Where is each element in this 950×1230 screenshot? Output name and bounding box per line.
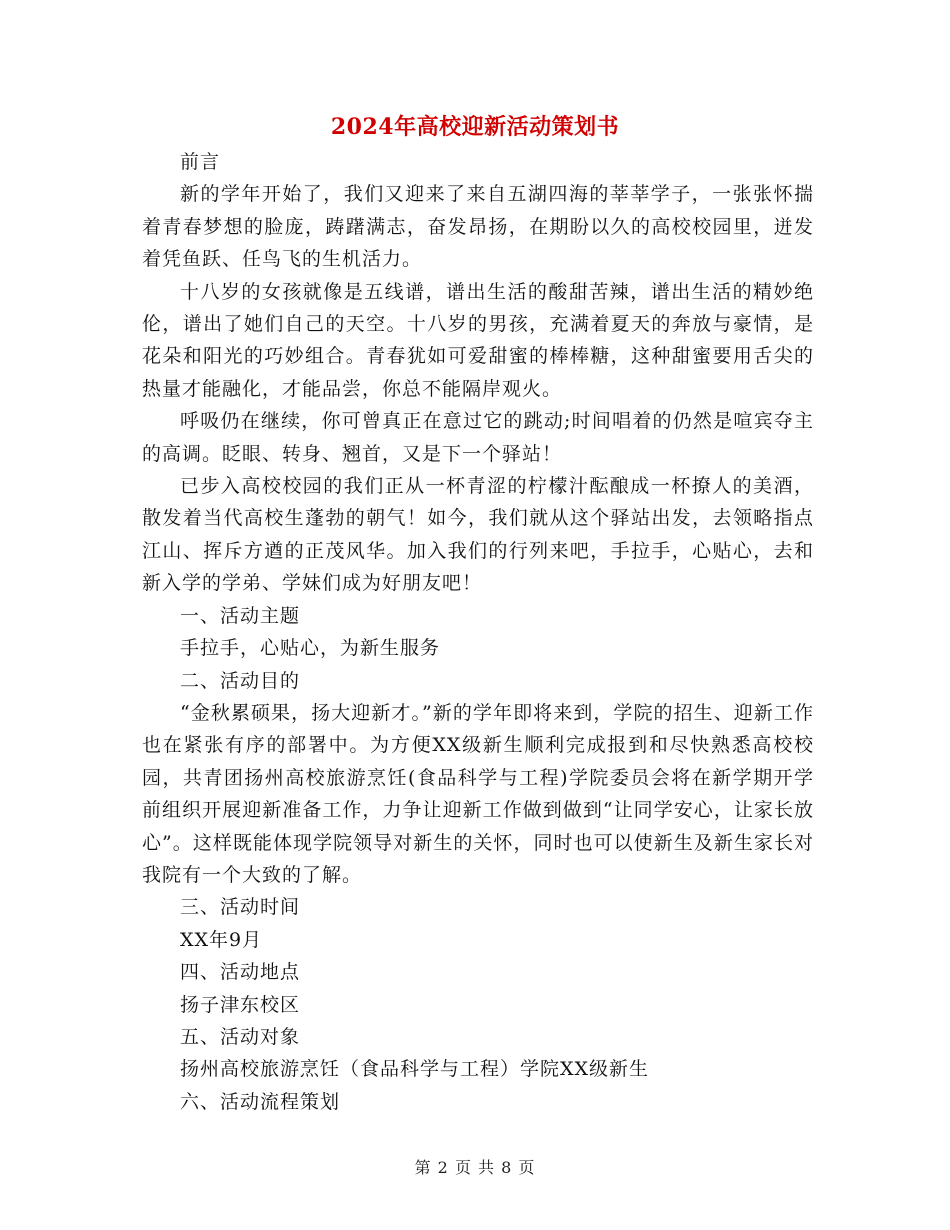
- section-heading-process: 六、活动流程策划: [180, 1090, 341, 1113]
- paragraph-campus: 已步入高校校园的我们正从一杯青涩的柠檬汁酝酿成一杯撩人的美酒，散发着当代高校生蓬勃的朝气！如今，我们就从这个驿站出发，去领略指点江山、挥斥方遒的正茂风华。加入我们的行列来吧，手拉手，心贴心，去和新入学的学弟、学妹们成为好朋友吧！: [142, 475, 814, 595]
- section-heading-location: 四、活动地点: [180, 961, 301, 984]
- section-content-time: XX年9月: [180, 928, 263, 951]
- section-content-purpose: “金秋累硕果，扬大迎新才。”新的学年即将来到，学院的招生、迎新工作也在紧张有序的部署中。为方便XX级新生顺利完成报到和尽快熟悉高校校园，共青团扬州高校旅游烹饪(食品科学与工程)学院委员会将在新学期开学前组织开展迎新准备工作，力争让迎新工作做到做到“让同学安心，让家长放心”。这样既能体现学院领导对新生的关怀，同时也可以使新生及新生家长对我院有一个大致的了解。: [142, 701, 814, 886]
- paragraph-breathing: 呼吸仍在继续，你可曾真正在意过它的跳动;时间唱着的仍然是喧宾夺主的高调。眨眼、转身、翘首，又是下一个驿站！: [142, 410, 814, 465]
- document-body: [142, 146, 814, 1118]
- section-content-location: 扬子津东校区: [180, 993, 301, 1016]
- section-heading-purpose: 二、活动目的: [180, 669, 301, 692]
- section-heading-time: 三、活动时间: [180, 896, 301, 919]
- section-content-theme: 手拉手，心贴心，为新生服务: [180, 637, 441, 660]
- page-number-footer: 第 2 页 共 8 页: [414, 1158, 536, 1177]
- heading-preface: 前言: [180, 151, 221, 173]
- paragraph-intro: 新的学年开始了，我们又迎来了来自五湖四海的莘莘学子，一张张怀揣着青春梦想的脸庞，踌躇满志，奋发昂扬，在期盼以久的高校校园里，迸发着凭鱼跃、任鸟飞的生机活力。: [142, 183, 814, 271]
- section-heading-theme: 一、活动主题: [180, 604, 301, 627]
- paragraph-eighteen: 十八岁的女孩就像是五线谱，谱出生活的酸甜苦辣，谱出生活的精妙绝伦，谱出了她们自己的天空。十八岁的男孩，充满着夏天的奔放与豪情，是花朵和阳光的巧妙组合。青春犹如可爱甜蜜的棒棒糖，这种甜蜜要用舌尖的热量才能融化，才能品尝，你总不能隔岸观火。: [142, 280, 814, 400]
- section-content-audience: 扬州高校旅游烹饪（食品科学与工程）学院XX级新生: [180, 1058, 650, 1081]
- section-heading-audience: 五、活动对象: [180, 1025, 301, 1048]
- document-title: 2024年高校迎新活动策划书: [330, 114, 620, 140]
